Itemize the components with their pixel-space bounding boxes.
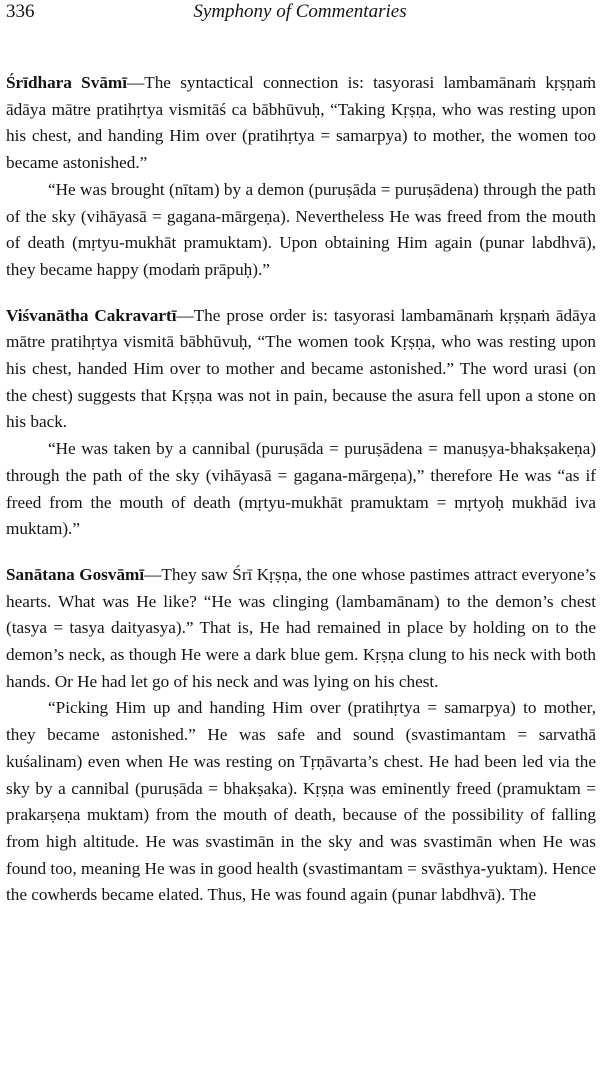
page-header	[0, 0, 600, 30]
paragraph: “He was brought (nītam) by a demon (puruṣāda = puruṣādena) through the path of the sky (vihāyasā = gagana-mārgeṇa). Nevertheless He was freed from the mouth of death (mṛtyu-mukhāt pramuktam). Upon obtaining Him again (punar labdhvā), they became happy (modaṁ prāpuḥ).”	[6, 179, 596, 279]
paragraph: “He was taken by a cannibal (puruṣāda = puruṣādena = manuṣya-bhakṣakeṇa) through the path of the sky (vihāyasā = gagana-mārgeṇa),” therefore He was “as if freed from the mouth of death (mṛtyu-mukhāt pramuktam = mṛtyoḥ mukhād iva muktam).”	[6, 439, 596, 539]
commentary-visvanatha	[6, 303, 596, 543]
paragraph-text: —They saw Śrī Kṛṣṇa, the one whose pastimes attract everyone’s hearts. What was He like? “He was clinging (lambamānam) to the demon’s chest (tasya = tasya daityasya).” That is, He had remained in place by holding on to the demon’s neck, as though He were a dark blue gem. Kṛṣṇa clung to his neck with both hands. Or He had let go of his neck and was lying on his chest.	[6, 564, 596, 691]
paragraph-text: —The syntactical connection is: tasyorasi lambamānaṁ kṛṣṇaṁ ādāya mātre pratihṛtya vismitāś ca bābhūvuḥ, “Taking Kṛṣṇa, who was resting upon his chest, and handing Him over (pratihṛtya = samarpya) to mother, the women too became astonished.”	[6, 73, 596, 173]
paragraph: “Picking Him up and handing Him over (pratihṛtya = samarpya) to mother, they became astonished.” He was safe and sound (svastimantam = sarvathā kuśalinam) even when He was resting on Tṛṇāvarta’s chest. He had been led via the sky by a cannibal (puruṣāda = bhakṣaka). Kṛṣṇa was eminently freed (pramuktam = prakarṣeṇa muktam) from the mouth of death, because of the possibility of falling from high altitude. He was svastimān in the sky and was svastimān when He was found too, meaning He was in good health (svastimantam = svāsthya-yuktam). Hence the cowherds became elated. Thus, He was found again (punar labdhvā). The	[6, 698, 596, 905]
commentary-sanatana	[6, 562, 596, 909]
commentary-sridhara	[6, 70, 596, 284]
commentator-name: Śrīdhara Svāmī	[6, 73, 128, 92]
paragraph-text: —The prose order is: tasyorasi lambamānaṁ kṛṣṇaṁ ādāya mātre pratihṛtya vismitā bābhūvuḥ, “The women took Kṛṣṇa, who was resting upon his chest, handed Him over to mother and became astonished.” The word urasi (on the chest) suggests that Kṛṣṇa was not in pain, because the asura fell upon a stone on his back.	[6, 305, 596, 432]
paragraph	[6, 562, 596, 696]
page-body	[6, 70, 596, 928]
page-number: 336	[6, 1, 35, 22]
commentator-name: Viśvanātha Cakravartī	[6, 305, 177, 325]
commentator-name: Sanātana Gosvāmī	[6, 564, 145, 584]
paragraph	[6, 70, 596, 177]
paragraph	[6, 303, 596, 437]
running-title: Symphony of Commentaries	[193, 1, 407, 22]
